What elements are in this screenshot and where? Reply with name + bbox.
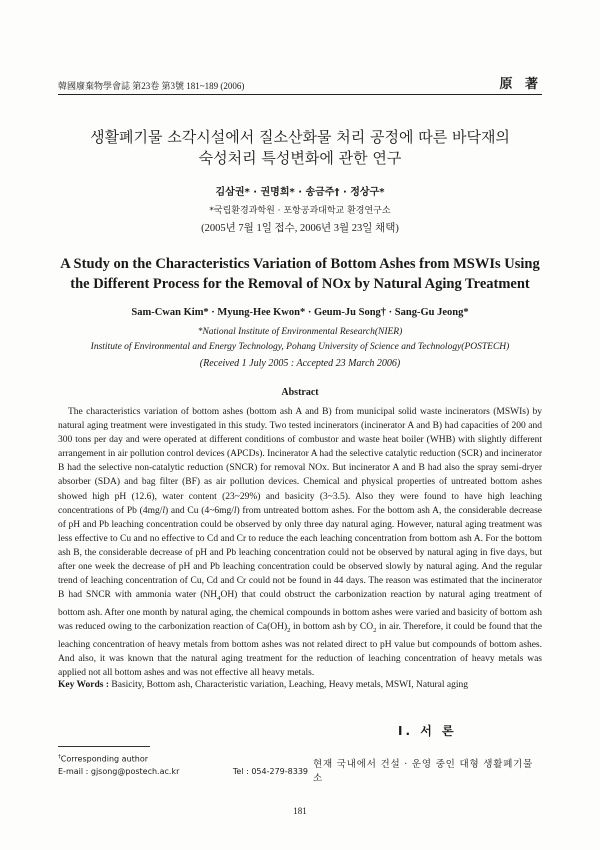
subscript-2: 2	[287, 627, 291, 635]
english-title-line-1: A Study on the Characteristics Variation of Bottom Ashes from MSWIs Using	[60, 256, 540, 272]
abstract-text-3: ) from untreated bottom ashes. For the bottom ash A, the considerable decrease of pH and Pb leaching concentration could be observed by only three day natural aging. However, natural aging treatment was less effective to Cu and no effective to Cd and Cr to reduce the each leaching concentration from bottom ash A. For the bottom ash B, the considerable decrease of pH and Pb leaching concentration could not be observed by natural aging in five days, but after one week the decrease of pH and Pb leaching concentration could be observed slowly by natural aging. And the regular trend of leaching concentration of Cu, Cd and Cr could not be found in 44 days. The reason was estimated that the incinerator B had SNCR with ammonia water (NH	[58, 505, 542, 601]
author-email: E-mail : gjsong@postech.ac.kr	[58, 766, 180, 776]
abstract-text-6: in air. Therefore, it could be found that the leaching concentration of heavy metals from bottom ashes was not related direct to pH value but compounds of bottom ashes. And also, it was known that the natural aging treatment for the reduction of leaching concentration of heavy metals was applied not all bottom ashes and was not effective all heavy metals.	[58, 622, 542, 679]
english-authors: Sam-Cwan Kim* · Myung-Hee Kwon* · Geum-Ju Song† · Sang-Gu Jeong*	[131, 307, 469, 318]
running-header	[58, 74, 542, 92]
korean-dates: (2005년 7월 1일 접수, 2006년 3월 23일 채택)	[201, 223, 399, 234]
abstract-text-4: OH) that could obstruct the carbonization reaction by natural aging treatment of bottom ash. After one month by natural aging, the chemical compounds in bottom ashes were varied and basicity of bottom ash was reduced owing to the carbonization reaction of Ca(OH)	[58, 590, 542, 633]
korean-title-line-2: 숙성처리 특성변화에 관한 연구	[198, 149, 402, 167]
korean-title	[58, 127, 542, 169]
abstract-text-1: The characteristics variation of bottom ashes (bottom ash A and B) from municipal solid waste incinerators (MSWIs) by natural aging treatment were investigated in this study. Two tested incinerators (incinerator A and B) had capacities of 200 and 300 tons per day and were operated at different conditions of combustor and waste heat boiler (WHB) with slightly different arrangement in air pollution control devices (APCDs). Incinerator A had the selective catalytic reduction (SCR) and incinerator B had the selective non-catalytic reduction (SNCR) for removal NOx. But incinerator A and B had also the spray semi-dryer absorber (SDA) and bag filter (BF) as air pollution devices. Chemical and physical properties of untreated bottom ashes showed high pH (12.6), water content (23~29%) and basicity (3~3.5). Also they were found to have high leaching concentrations of Pb (4mg/	[58, 407, 542, 516]
abstract-text-5: in bottom ash by CO	[290, 622, 374, 633]
dagger-mark: †	[58, 754, 61, 760]
subscript-2: 2	[373, 627, 377, 635]
abstract-heading: Abstract	[281, 387, 319, 398]
page-number: 181	[293, 806, 307, 816]
affiliation-nier: *National Institute of Environmental Research(NIER)	[197, 327, 403, 337]
abstract-body	[58, 405, 542, 681]
keywords-list: Basicity, Bottom ash, Characteristic variation, Leaching, Heavy metals, MSWI, Natural aging	[109, 680, 468, 690]
unit-liter: l	[162, 505, 165, 516]
header-rule	[58, 94, 542, 95]
english-affiliation	[58, 325, 542, 355]
abstract-text-2: ) and Cu (4~6mg/	[165, 505, 234, 516]
journal-citation: 韓國廢棄物學會誌 第23卷 第3號 181~189 (2006)	[58, 81, 245, 91]
english-dates: (Received 1 July 2005 : Accepted 23 March 2006)	[199, 358, 401, 369]
english-title-line-2: the Different Process for the Removal of NOx by Natural Aging Treatment	[70, 276, 530, 292]
section-heading: I. 서 론	[398, 724, 457, 738]
author-phone: Tel : 054-279-8339	[232, 766, 308, 776]
keywords	[58, 680, 542, 690]
corresponding-author-label: Corresponding author	[60, 754, 149, 764]
footnote-rule	[58, 746, 150, 747]
korean-affiliation: *국립환경과학원 · 포항공과대학교 환경연구소	[209, 206, 391, 216]
english-title	[58, 254, 542, 294]
article-category: 原 著	[499, 77, 542, 92]
footnote	[58, 751, 308, 778]
keywords-label: Key Words :	[58, 680, 110, 690]
subscript-4: 4	[217, 595, 221, 603]
introduction-text: 현재 국내에서 건설 · 운영 중인 대형 생활폐기물 소	[313, 759, 534, 784]
korean-authors: 김삼권* · 권명희* · 송금주† · 정상구*	[215, 187, 385, 198]
unit-liter: l	[233, 505, 237, 516]
affiliation-postech: Institute of Environmental and Energy Technology, Pohang University of Science and Technology(POSTECH)	[90, 342, 510, 352]
korean-title-line-1: 생활폐기물 소각시설에서 질소산화물 처리 공정에 따른 바닥재의	[90, 128, 510, 146]
